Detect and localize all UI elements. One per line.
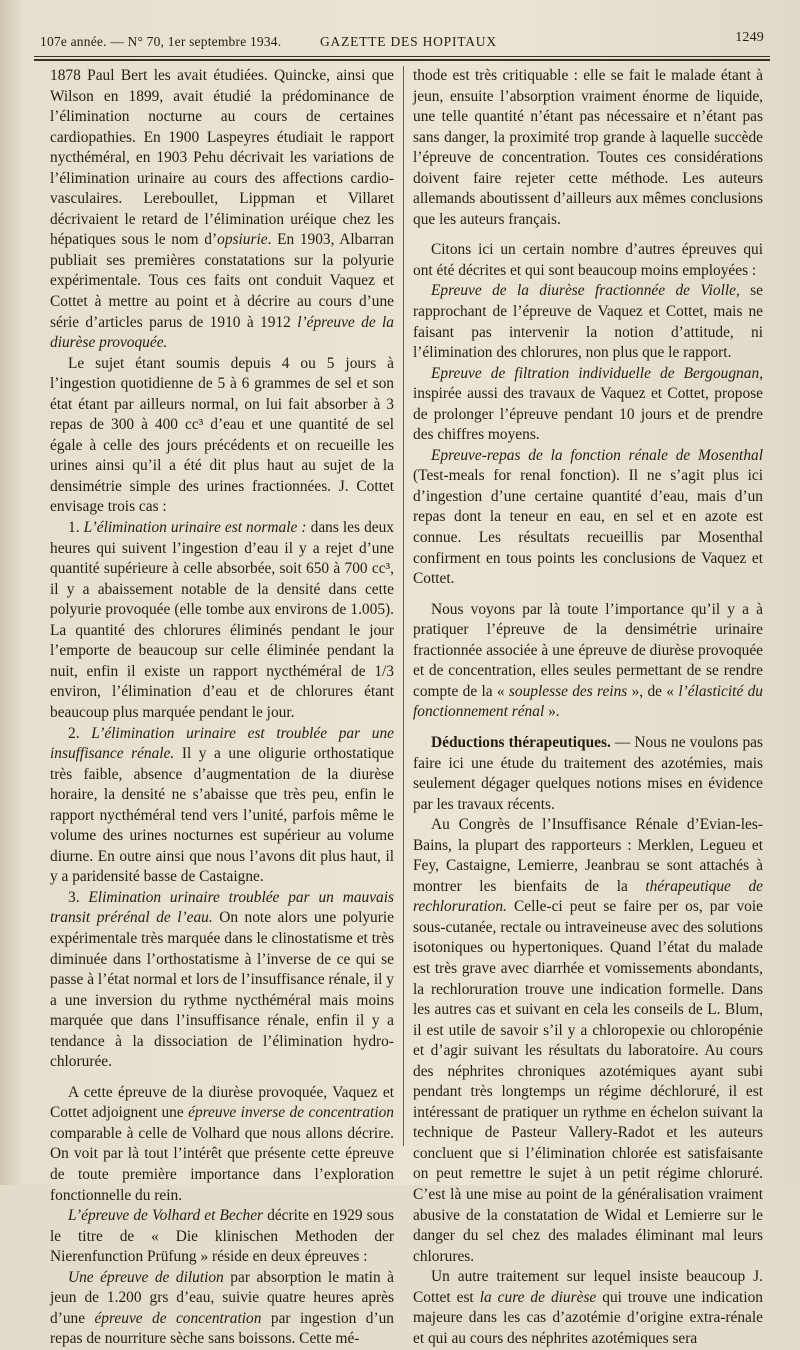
- italic-text: L’épreuve de Volhard et Becher: [68, 1207, 264, 1225]
- text: par ingestion d’un repas de nourriture sèche sans boissons. Cette mé-: [50, 1309, 394, 1348]
- paragraph: Le sujet étant soumis depuis 4 ou 5 jours à l’ingestion quotidienne de 5 à 6 grammes de sel et son état étant par ailleurs normal, on lui fait absorber à 3 repas de 300 à 400 cc³ d’eau et une quantité de sel égale à celle des jours précédents et on recueille les urines ainsi qu’il a été dit plus haut au sujet de la densimétrie simple des urines fractionnées. J. Cottet envisage trois cas :: [50, 354, 394, 516]
- paragraph: [50, 888, 394, 1073]
- paragraph: [413, 446, 763, 590]
- column-divider: [403, 66, 404, 1146]
- list-number: 3.: [68, 888, 89, 906]
- text: qui trouve une indication majeure dans les cas d’azotémie d’origine extra-rénale et qui au cours des néphrites azotémiques sera: [413, 1288, 763, 1347]
- text: Nous voyons par là toute l’importance qu’il y a à pratiquer l’épreuve de la densimétrie urinaire fractionnée associée à une épreuve de diurèse provoquée et de concentration, elles seules permettant de se rendre compte de la «: [413, 600, 763, 700]
- text: 1878 Paul Bert les avait étudiées. Quincke, ainsi que Wilson en 1899, avait étudié la prédominance de l’élimination nocturne au cours de certaines cardiopathies. En 1900 Laspeyres étudiait le rapport nycthéméral, en 1903 Pehu décrivait les variations de l’élimination urinaire au cours des affections cardio-vasculaires. Lereboullet, Lippman et Villaret décrivaient le retard de l’élimination uréique chez les hépatiques sous le nom d’: [50, 67, 394, 249]
- italic-text: Elimination urinaire troublée par un mauvais transit prérénal de l’eau.: [50, 888, 395, 927]
- text: dans les deux heures qui suivent l’ingestion d’eau il y a rejet d’une quantité supérieure à celle absorbée, soit 650 à 700 cc³, il y a abaissement notable de la densité dans cette polyurie provoquée (elle tombe aux environs de 1.005). La quantité des chlorures éliminés pendant le jour l’emporte de beaucoup sur celle éliminée pendant la nuit, enfin il existe un rapport nycthéméral de 1/3 environ, l’élimination d’eau et de chlorures étant beaucoup plus marquée pendant le jour.: [50, 519, 394, 721]
- text: Celle-ci peut se faire per os, par voie sous-cutanée, rectale ou intraveineuse avec des solutions isotoniques ou hypertoniques. Quand l’état du malade est très grave avec diarrhée et vomissements abondants, la rechloruration trouve une indication formelle. Dans les autres cas et suivant en cela les conseils de L. Blum, il est utile de savoir s’il y a chloropexie ou chloropénie et d’agir suivant les résultats du laboratoire. Au cours des néphrites chroniques azotémiques ayant subi pendant très longtemps un régime déchloruré, il est intéressant de pratiquer un rythme en échelon suivant la technique de Pasteur Vallery-Radot et les auteurs concluent que si l’élimination chlorée est satisfaisante on peut remettre le sujet à un petit régime chloruré. C’est là une mise au point de la généralisation vraiment abusive de la constatation de Widal et Lemierre sur le danger du sel chez des malades éliminant mal leurs chlorures.: [413, 898, 763, 1265]
- paragraph: [413, 1267, 763, 1349]
- text: se rapprochant de l’épreuve de Vaquez et Cottet, mais ne faisant pas intervenir la notion d’attitude, ni l’élimination des chlorures, non plus que le rapport.: [413, 282, 763, 362]
- running-header: [34, 30, 770, 52]
- italic-text: Epreuve de la diurèse fractionnée de Violle,: [431, 282, 740, 300]
- text: comparable à celle de Volhard que nous allons décrire. On voit par là tout l’intérêt que présente cette épreuve de toute première importance dans l’exploration fonctionnelle du rein.: [50, 1124, 394, 1204]
- paragraph: [50, 66, 394, 354]
- italic-text: Epreuve-repas de la fonction rénale de Mosenthal: [431, 446, 763, 464]
- journal-title: GAZETTE DES HOPITAUX: [320, 34, 497, 49]
- italic-text: thérapeutique de rechloruration.: [413, 877, 764, 916]
- list-number: 2.: [68, 724, 92, 742]
- text: A cette épreuve de la diurèse provoquée, Vaquez et Cottet adjoignent une: [50, 1083, 394, 1122]
- section-heading: Déductions thérapeutiques.: [431, 733, 611, 751]
- paragraph: [50, 1083, 394, 1206]
- italic-text: Epreuve de filtration individuelle de Bergougnan,: [431, 364, 763, 382]
- italic-text: Une épreuve de dilution: [68, 1268, 224, 1286]
- left-column: [50, 66, 394, 1350]
- text: Au Congrès de l’Insuffisance Rénale d’Evian-les-Bains, la plupart des rapporteurs : Merklen, Legueu et Fey, Castaigne, Lemierre, Jeanbrau se sont attachés à montrer les bienfaits de la: [413, 816, 763, 895]
- text: Il y a une oligurie orthostatique très faible, absence d’augmentation de la diurèse horaire, la densité ne s’abaisse que très peu, enfin le rapport nycthéméral tend vers l’unité, parfois même le volume des urines nocturnes est supérieur au volume diurne. En outre ainsi que nous l’avons dit plus haut, il y a paridensité basse de Castaigne.: [50, 745, 395, 886]
- paragraph: [50, 1268, 394, 1350]
- italic-text: L’élimination urinaire est troublée par une insuffisance rénale.: [50, 724, 394, 763]
- italic-text: souplesse des reins: [508, 682, 628, 700]
- italic-text: épreuve de concentration: [94, 1309, 262, 1327]
- italic-text: la cure de diurèse: [479, 1288, 597, 1306]
- text: — Nous ne voulons pas faire ici une étude du traitement des azotémies, mais seulement dégager quelques notions mises en évidence par les travaux récents.: [413, 733, 763, 813]
- paragraph: [50, 1206, 394, 1268]
- paragraph: [413, 733, 763, 815]
- italic-text: opsiurie: [217, 231, 268, 249]
- text: . En 1903, Albarran publiait ses premières constatations sur la polyurie expérimentale. Tous ces faits ont conduit Vaquez et Cottet à mettre au point et à décrire au cours d’une série d’articles parus de 1910 à 1912: [50, 231, 394, 331]
- text: ».: [544, 703, 560, 721]
- italic-text: L’élimination urinaire est normale :: [83, 519, 307, 537]
- paragraph: [413, 600, 763, 723]
- text: par absorption le matin à jeun de 1.200 grs d’eau, suivie quatre heures après d’une: [50, 1268, 394, 1327]
- text: », de «: [627, 682, 679, 700]
- header-rule-thick: [34, 59, 770, 61]
- text: On note alors une polyurie expérimentale très marquée dans le clinostatisme et très diminuée dans l’orthostatisme à l’inverse de ce qui se passe à l’état normal et lors de l’insuffisance rénale, il y a une inversion du rythme nycthéméral mais moins marquée que dans l’insuffisance rénale, enfin il y a tendance à la dissociation de l’élimination hydro-chlorurée.: [50, 909, 394, 1071]
- right-column: [413, 66, 763, 1349]
- header-rule: [34, 56, 770, 57]
- text: décrite en 1929 sous le titre de « Die klinischen Methoden der Nierenfunction Prüfung » réside en deux épreuves :: [50, 1207, 394, 1266]
- paragraph: [413, 815, 763, 1267]
- text: (Test-meals for renal fonction). Il ne s’agit plus ici d’ingestion d’une certaine quantité d’eau, mais d’un repas dont la teneur en eau, en sel et en azote est connue. Les résultats recueillis par Mosenthal confirment en tous points les conclusions de Vaquez et Cottet.: [413, 467, 763, 588]
- text: Un autre traitement sur lequel insiste beaucoup J. Cottet est: [413, 1268, 763, 1306]
- italic-text: l’épreuve de la diurèse provoquée.: [50, 313, 395, 352]
- italic-text: l’élasticité du fonctionnement rénal: [413, 682, 763, 721]
- paragraph: Citons ici un certain nombre d’autres épreuves qui ont été décrites et qui sont beaucoup moins employées :: [413, 241, 763, 279]
- italic-text: épreuve inverse de concentration: [188, 1104, 394, 1122]
- list-number: 1.: [68, 519, 84, 537]
- issue-info: 107e année. — N° 70, 1er septembre 1934.: [40, 34, 282, 49]
- paragraph: [50, 724, 394, 888]
- paragraph: [413, 364, 763, 446]
- paragraph: thode est très critiquable : elle se fait le malade étant à jeun, ensuite l’absorption vraiment énorme de liquide, une telle quantité n’étant pas nécessaire et n’étant pas sans danger, la proximité trop grande à laquelle succède l’épreuve de concentration. Toutes ces considérations doivent faire rejeter cette méthode. Les auteurs allemands aboutissent d’ailleurs aux mêmes conclusions que les auteurs français.: [413, 67, 763, 228]
- paragraph: [413, 281, 763, 363]
- text: inspirée aussi des travaux de Vaquez et Cottet, propose de prolonger l’épreuve pendant 10 jours et de prendre des chiffres moyens.: [413, 385, 763, 444]
- paragraph: [50, 518, 394, 723]
- page-number: 1249: [735, 30, 764, 45]
